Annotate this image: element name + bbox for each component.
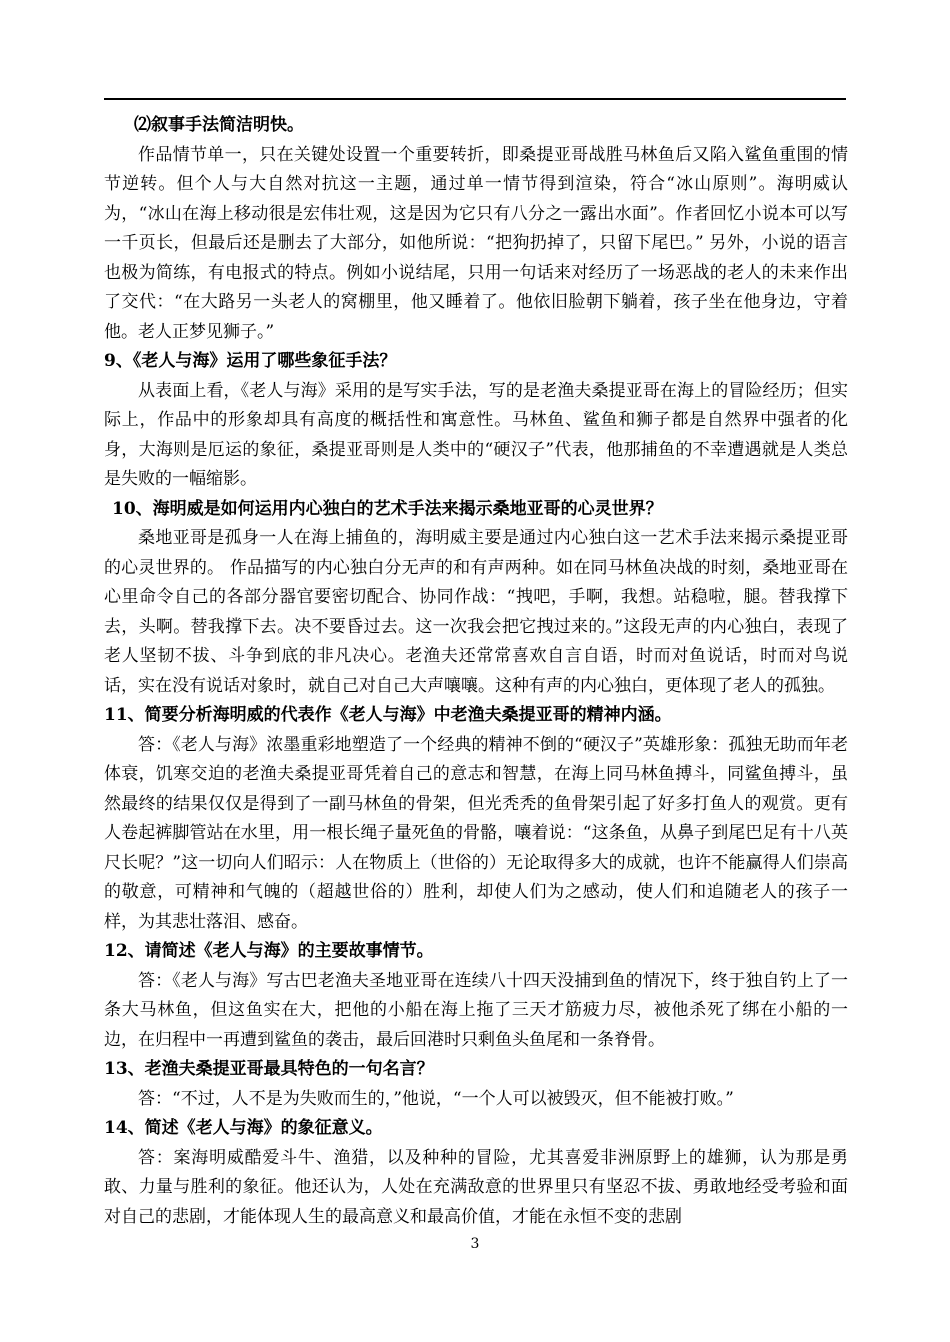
answer-paragraph: 答：“不过，人不是为失败而生的，”他说，“一个人可以被毁灭，但不能被打败。” [138, 1088, 734, 1109]
paragraph: 从表面上看，《老人与海》采用的是写实手法，写的是老渔夫桑提亚哥在海上的冒险经历；但实际上，作品中的形象却具有高度的概括性和寓意性。马林鱼、鲨鱼和狮子都是自然界中强者的化身，大海则是厄运的象征，桑提亚哥则是人类中的“硬汉子”代表，他那捕鱼的不幸遭遇就是人类总是失败的一幅缩影。 [104, 380, 848, 489]
paragraph: 作品情节单一，只在关键处设置一个重要转折，即桑提亚哥战胜马林鱼后又陷入鲨鱼重围的情节逆转。但个人与大自然对抗这一主题，通过单一情节得到渲染，符合“冰山原则”。海明威认为，“冰山在海上移动很是宏伟壮观，这是因为它只有八分之一露出水面”。作者回忆小说本可以写一千页长，但最后还是删去了大部分，如他所说：“把狗扔掉了，只留下尾巴。” 另外，小说的语言也极为简练，有电报式的特点。例如小说结尾，只用一句话来对经历了一场恶战的老人的未来作出了交代：“在大路另一头老人的窝棚里，他又睡着了。他依旧脸朝下躺着，孩子坐在他身边，守着他。老人正梦见狮子。” [104, 144, 848, 342]
question-heading-10: 10、海明威是如何运用内心独白的艺术手法来揭示桑地亚哥的心灵世界？ [112, 498, 663, 519]
answer-paragraph: 答：案海明威酷爱斗牛、渔猎，以及种种的冒险，尤其喜爱非洲原野上的雄狮，认为那是勇敢、力量与胜利的象征。他还认为，人处在充满敌意的世界里只有坚忍不拔、勇敢地经受考验和面对自己的悲剧，才能体现人生的最高意义和最高价值，才能在永恒不变的悲剧 [104, 1147, 848, 1227]
subheading-narrative-technique: ⑵叙事手法简洁明快。 [134, 115, 304, 135]
page-number: 3 [470, 1236, 480, 1252]
question-heading-11: 11、简要分析海明威的代表作《老人与海》中老渔夫桑提亚哥的精神内涵。 [104, 705, 672, 725]
question-heading-13: 13、老渔夫桑提亚哥最具特色的一句名言？ [104, 1059, 434, 1079]
page-content [104, 111, 848, 1232]
answer-paragraph: 答：《老人与海》浓墨重彩地塑造了一个经典的精神不倒的“硬汉子”英雄形象：孤独无助而年老体衰，饥寒交迫的老渔夫桑提亚哥凭着自己的意志和智慧，在海上同马林鱼搏斗，同鲨鱼搏斗，虽然最终的结果仅仅是得到了一副马林鱼的骨架，但光秃秃的鱼骨架引起了好多打鱼人的观赏。更有人卷起裤脚管站在水里，用一根长绳子量死鱼的骨骼，嚷着说：“这条鱼，从鼻子到尾巴足有十八英尺长呢？”这一切向人们昭示：人在物质上（世俗的）无论取得多大的成就，也许不能赢得人们崇高的敬意，可精神和气魄的（超越世俗的）胜利，却使人们为之感动，使人们和追随老人的孩子一样，为其悲壮落泪、感奋。 [104, 734, 848, 932]
header-rule [104, 98, 846, 100]
question-heading-9: 9、《老人与海》运用了哪些象征手法？ [104, 351, 397, 371]
question-heading-12: 12、请简述《老人与海》的主要故事情节。 [104, 941, 434, 961]
question-heading-14: 14、简述《老人与海》的象征意义。 [104, 1118, 383, 1138]
paragraph: 桑地亚哥是孤身一人在海上捕鱼的，海明威主要是通过内心独白这一艺术手法来揭示桑提亚哥的心灵世界的。 作品描写的内心独白分无声的和有声两种。如在同马林鱼决战的时刻，桑地亚哥在心里命令自己的各部分器官要密切配合、协同作战：“拽吧，手啊，我想。站稳啦，腿。替我撑下去，头啊。替我撑下去。决不要昏过去。这一次我会把它拽过来的。”这段无声的内心独白，表现了老人坚韧不拔、斗争到底的非凡决心。老渔夫还常常喜欢自言自语，时而对鱼说话，时而对鸟说话，实在没有说话对象时，就自己对自己大声嚷嚷。这种有声的内心独白，更体现了老人的孤独。 [104, 528, 848, 696]
answer-paragraph: 答：《老人与海》写古巴老渔夫圣地亚哥在连续八十四天没捕到鱼的情况下，终于独自钓上了一条大马林鱼，但这鱼实在大，把他的小船在海上拖了三天才筋疲力尽，被他杀死了绑在小船的一边，在归程中一再遭到鲨鱼的袭击，最后回港时只剩鱼头鱼尾和一条脊骨。 [104, 970, 848, 1050]
